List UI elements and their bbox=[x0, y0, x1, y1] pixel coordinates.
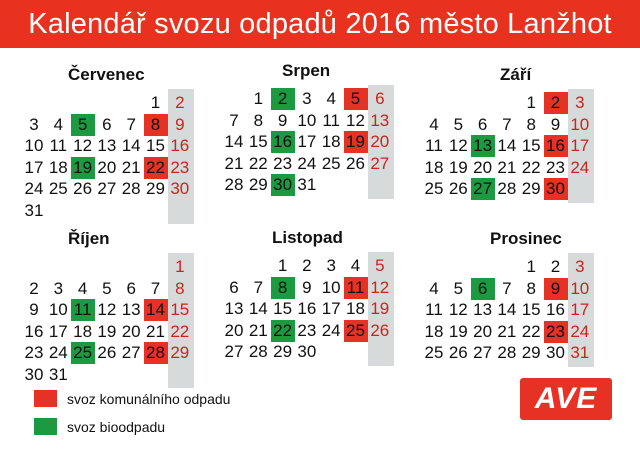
day-cell: 10 bbox=[570, 114, 590, 134]
day-cell: 2 bbox=[544, 92, 568, 114]
day-cell: 22 bbox=[248, 153, 268, 173]
day-cell: 3 bbox=[29, 114, 39, 134]
day-cell: 14 bbox=[224, 132, 244, 151]
day-cell: 26 bbox=[97, 343, 117, 362]
legend-swatch-komunalni bbox=[34, 390, 57, 407]
day-cell: 13 bbox=[224, 299, 244, 318]
day-cell: 6 bbox=[375, 89, 385, 108]
day-cell: 27 bbox=[370, 153, 390, 173]
day-cell: 19 bbox=[344, 131, 368, 153]
day-cell: 29 bbox=[521, 343, 541, 362]
day-cell: 16 bbox=[297, 299, 317, 318]
day-cell: 15 bbox=[521, 136, 541, 155]
day-cell: 11 bbox=[425, 136, 443, 155]
day-cell: 30 bbox=[271, 174, 295, 196]
day-cell: 13 bbox=[473, 300, 493, 319]
day-cell: 11 bbox=[322, 110, 341, 130]
day-cell: 26 bbox=[346, 153, 365, 173]
day-cell: 4 bbox=[429, 278, 439, 298]
day-cell: 6 bbox=[477, 114, 488, 134]
day-cell: 22 bbox=[271, 320, 295, 342]
day-cell: 15 bbox=[521, 300, 541, 319]
day-cell: 12 bbox=[73, 136, 93, 155]
day-cell: 8 bbox=[271, 277, 295, 299]
day-cell: 4 bbox=[429, 114, 439, 134]
day-cell: 7 bbox=[502, 114, 512, 134]
day-cell: 15 bbox=[146, 136, 165, 155]
day-cell: 10 bbox=[570, 278, 590, 298]
day-cell: 24 bbox=[321, 320, 341, 340]
day-cell: 17 bbox=[321, 299, 341, 318]
day-cell: 25 bbox=[424, 343, 444, 362]
day-cell: 16 bbox=[546, 300, 565, 319]
day-cell: 24 bbox=[570, 157, 590, 177]
day-cell: 27 bbox=[224, 342, 244, 361]
day-cell: 25 bbox=[71, 342, 95, 364]
day-cell: 24 bbox=[570, 321, 590, 341]
day-cell: 17 bbox=[570, 136, 590, 155]
day-cell: 31 bbox=[297, 175, 317, 194]
day-cell: 4 bbox=[326, 89, 336, 108]
day-cell: 28 bbox=[224, 175, 244, 194]
day-cell: 24 bbox=[297, 153, 317, 173]
day-cell: 9 bbox=[302, 277, 312, 297]
day-cell: 11 bbox=[425, 300, 443, 319]
day-cell: 8 bbox=[253, 110, 264, 130]
month-0 bbox=[20, 65, 220, 225]
day-cell: 29 bbox=[521, 179, 541, 198]
day-cell: 31 bbox=[48, 364, 68, 384]
day-cell: 27 bbox=[473, 343, 493, 362]
day-cell: 25 bbox=[424, 179, 444, 198]
legend-label-bio: svoz bioodpadu bbox=[67, 418, 166, 435]
day-cell: 19 bbox=[370, 299, 390, 318]
month-title: Říjen bbox=[68, 229, 110, 248]
day-cell: 12 bbox=[346, 110, 365, 130]
day-cell: 13 bbox=[97, 136, 117, 155]
day-cell: 10 bbox=[24, 136, 44, 155]
day-cell: 9 bbox=[277, 110, 288, 130]
day-cell: 11 bbox=[49, 136, 68, 155]
day-cell: 5 bbox=[344, 88, 368, 110]
day-cell: 7 bbox=[126, 114, 136, 134]
day-cell: 20 bbox=[473, 157, 493, 177]
day-cell: 26 bbox=[448, 179, 468, 198]
day-cell: 22 bbox=[144, 157, 168, 179]
day-cell: 18 bbox=[321, 132, 341, 151]
month-title: Prosinec bbox=[490, 229, 562, 248]
header-banner bbox=[0, 0, 640, 48]
day-cell: 21 bbox=[248, 320, 268, 340]
day-cell: 25 bbox=[344, 320, 368, 342]
day-cell: 7 bbox=[150, 278, 161, 298]
month-title: Srpen bbox=[282, 61, 331, 80]
day-cell: 25 bbox=[48, 179, 68, 198]
month-title: Září bbox=[500, 65, 532, 84]
day-cell: 29 bbox=[146, 179, 165, 198]
day-cell: 18 bbox=[424, 321, 444, 341]
day-cell: 27 bbox=[471, 178, 495, 200]
day-cell: 17 bbox=[570, 300, 590, 319]
day-cell: 16 bbox=[24, 321, 44, 341]
day-cell: 5 bbox=[71, 114, 95, 136]
day-cell: 2 bbox=[550, 257, 561, 276]
day-cell: 31 bbox=[570, 343, 590, 362]
day-cell: 13 bbox=[471, 135, 495, 157]
legend-bio bbox=[34, 418, 165, 435]
day-cell: 19 bbox=[97, 321, 117, 341]
month-5 bbox=[420, 229, 620, 389]
day-cell: 20 bbox=[224, 320, 244, 340]
day-cell: 26 bbox=[370, 320, 390, 340]
day-cell: 3 bbox=[326, 256, 336, 275]
ave-logo bbox=[520, 378, 612, 420]
day-cell: 3 bbox=[575, 257, 585, 276]
day-cell: 3 bbox=[302, 89, 312, 108]
day-cell: 7 bbox=[253, 277, 264, 297]
month-title: Červenec bbox=[68, 65, 145, 84]
day-cell: 28 bbox=[497, 179, 517, 198]
day-cell: 17 bbox=[48, 321, 68, 341]
day-cell: 14 bbox=[144, 299, 168, 321]
day-cell: 30 bbox=[297, 342, 317, 361]
day-cell: 15 bbox=[170, 300, 190, 319]
day-cell: 30 bbox=[546, 343, 565, 362]
day-cell: 3 bbox=[575, 93, 585, 112]
day-cell: 26 bbox=[73, 179, 93, 198]
day-cell: 11 bbox=[71, 299, 95, 321]
day-cell: 2 bbox=[175, 93, 185, 112]
day-cell: 23 bbox=[24, 343, 44, 362]
day-cell: 23 bbox=[273, 153, 293, 173]
day-cell: 16 bbox=[170, 136, 190, 155]
day-cell: 5 bbox=[453, 114, 464, 134]
day-cell: 20 bbox=[97, 157, 117, 177]
day-cell: 7 bbox=[502, 278, 512, 298]
day-cell: 1 bbox=[253, 89, 264, 108]
legend-label-komunalni: svoz komunálního odpadu bbox=[67, 390, 231, 407]
page-title: Kalendář svozu odpadů 2016 město Lanžhot bbox=[28, 7, 612, 40]
day-cell: 9 bbox=[175, 114, 185, 134]
day-cell: 6 bbox=[102, 114, 112, 134]
day-cell: 7 bbox=[229, 110, 239, 130]
day-cell: 10 bbox=[321, 277, 341, 297]
day-cell: 19 bbox=[448, 157, 468, 177]
month-title: Listopad bbox=[272, 228, 343, 247]
day-cell: 14 bbox=[497, 300, 517, 319]
day-cell: 8 bbox=[526, 114, 536, 134]
day-cell: 1 bbox=[150, 93, 161, 112]
day-cell: 22 bbox=[521, 157, 541, 177]
day-cell: 13 bbox=[121, 300, 141, 319]
day-cell: 21 bbox=[146, 321, 165, 341]
day-cell: 5 bbox=[375, 256, 385, 275]
day-cell: 21 bbox=[497, 321, 517, 341]
day-cell: 27 bbox=[121, 343, 141, 362]
day-cell: 23 bbox=[170, 157, 190, 177]
day-cell: 3 bbox=[53, 278, 64, 298]
day-cell: 28 bbox=[497, 343, 517, 362]
day-cell: 17 bbox=[24, 157, 44, 177]
day-cell: 30 bbox=[24, 364, 44, 384]
day-cell: 21 bbox=[121, 157, 141, 177]
day-cell: 12 bbox=[97, 300, 117, 319]
day-cell: 16 bbox=[271, 131, 295, 153]
day-cell: 1 bbox=[175, 257, 185, 276]
day-cell: 29 bbox=[248, 175, 268, 194]
month-3 bbox=[20, 229, 220, 389]
day-cell: 4 bbox=[77, 278, 88, 298]
day-cell: 4 bbox=[350, 256, 361, 275]
ave-logo-text: AVE bbox=[534, 382, 598, 415]
day-cell: 22 bbox=[170, 321, 190, 341]
month-1 bbox=[220, 61, 420, 221]
day-cell: 12 bbox=[448, 300, 468, 319]
day-cell: 27 bbox=[97, 179, 117, 198]
day-cell: 8 bbox=[144, 114, 168, 136]
day-cell: 10 bbox=[297, 110, 317, 130]
day-cell: 30 bbox=[170, 179, 190, 198]
day-cell: 15 bbox=[248, 132, 268, 151]
day-cell: 24 bbox=[24, 179, 44, 198]
day-cell: 13 bbox=[370, 110, 390, 130]
day-cell: 2 bbox=[271, 88, 295, 110]
day-cell: 24 bbox=[48, 343, 68, 362]
day-cell: 12 bbox=[370, 277, 390, 297]
day-cell: 14 bbox=[121, 136, 141, 155]
day-cell: 28 bbox=[248, 342, 268, 361]
day-cell: 30 bbox=[544, 178, 568, 200]
day-cell: 29 bbox=[170, 343, 190, 362]
day-cell: 23 bbox=[544, 321, 568, 343]
day-cell: 5 bbox=[453, 278, 464, 298]
day-cell: 22 bbox=[521, 321, 541, 341]
month-4 bbox=[220, 228, 420, 388]
day-cell: 28 bbox=[144, 342, 168, 364]
day-cell: 18 bbox=[73, 321, 93, 341]
day-cell: 6 bbox=[471, 278, 495, 300]
day-cell: 16 bbox=[544, 135, 568, 157]
day-cell: 1 bbox=[277, 256, 288, 275]
day-cell: 2 bbox=[29, 278, 39, 298]
day-cell: 1 bbox=[526, 93, 536, 112]
day-cell: 14 bbox=[248, 299, 268, 318]
day-cell: 18 bbox=[48, 157, 68, 177]
day-cell: 10 bbox=[48, 300, 68, 319]
day-cell: 15 bbox=[273, 299, 293, 318]
day-cell: 17 bbox=[297, 132, 317, 151]
day-cell: 4 bbox=[53, 114, 64, 134]
day-cell: 18 bbox=[346, 299, 365, 318]
day-cell: 18 bbox=[424, 157, 444, 177]
day-cell: 1 bbox=[526, 257, 536, 276]
day-cell: 12 bbox=[448, 136, 468, 155]
day-cell: 19 bbox=[448, 321, 468, 341]
day-cell: 11 bbox=[344, 277, 368, 299]
legend-komunalni bbox=[34, 390, 230, 407]
day-cell: 6 bbox=[126, 278, 136, 298]
day-cell: 20 bbox=[370, 132, 390, 151]
day-cell: 20 bbox=[121, 321, 141, 341]
day-cell: 28 bbox=[121, 179, 141, 198]
day-cell: 8 bbox=[175, 278, 185, 298]
legend-swatch-bio bbox=[34, 418, 57, 435]
day-cell: 23 bbox=[297, 320, 317, 340]
day-cell: 5 bbox=[102, 278, 112, 298]
day-cell: 29 bbox=[273, 342, 293, 361]
day-cell: 2 bbox=[302, 256, 312, 275]
day-cell: 20 bbox=[473, 321, 493, 341]
day-cell: 6 bbox=[229, 277, 239, 297]
day-cell: 19 bbox=[71, 157, 95, 179]
day-cell: 9 bbox=[550, 114, 561, 134]
day-cell: 21 bbox=[224, 153, 244, 173]
day-cell: 8 bbox=[526, 278, 536, 298]
day-cell: 9 bbox=[29, 300, 39, 319]
day-cell: 23 bbox=[546, 157, 565, 177]
day-cell: 31 bbox=[24, 200, 44, 220]
day-cell: 14 bbox=[497, 136, 517, 155]
month-2 bbox=[420, 65, 620, 225]
day-cell: 9 bbox=[544, 278, 568, 300]
day-cell: 21 bbox=[497, 157, 517, 177]
day-cell: 26 bbox=[448, 343, 468, 362]
day-cell: 25 bbox=[321, 153, 341, 173]
